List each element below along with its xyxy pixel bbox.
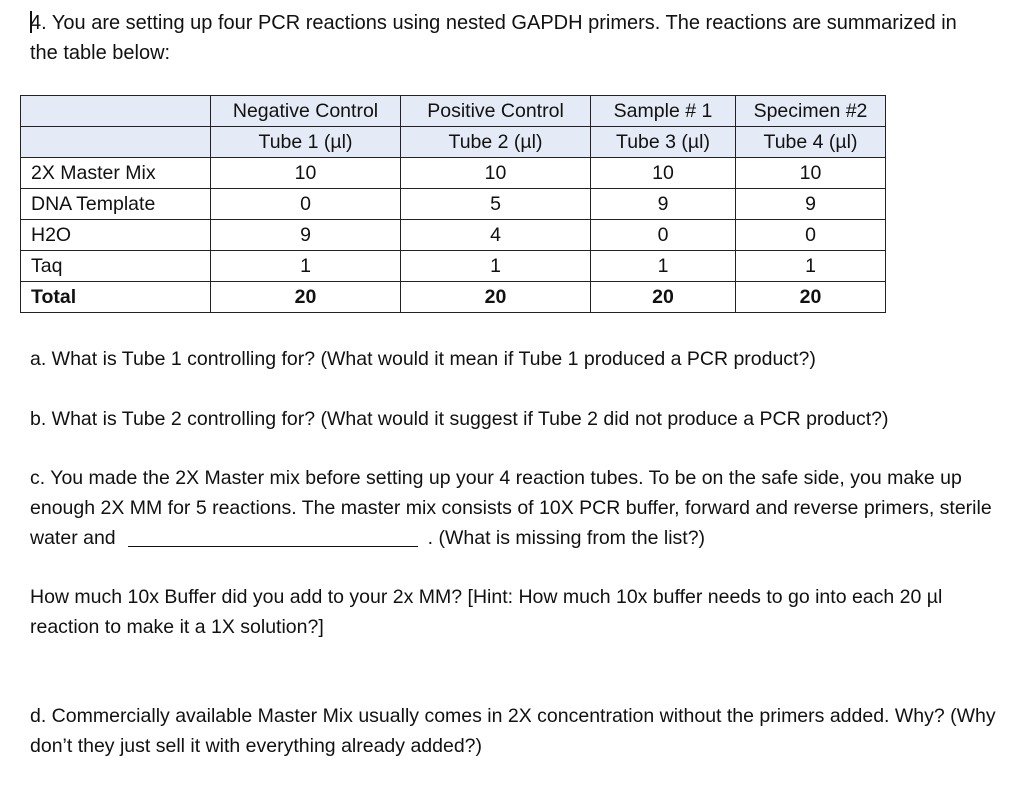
table-cell: 0	[211, 189, 401, 220]
row-label: DNA Template	[21, 189, 211, 220]
table-cell: 1	[591, 251, 736, 282]
table-total-row	[21, 282, 886, 313]
row-label: Total	[21, 282, 211, 313]
table-cell: 10	[591, 158, 736, 189]
table-header-row-1	[21, 96, 886, 127]
question-c	[30, 463, 1010, 553]
table-cell: 9	[591, 189, 736, 220]
question-d: d. Commercially available Master Mix usually comes in 2X concentration without the primers added. Why? (Why don’t they just sell it with everything already added?)	[30, 705, 996, 757]
row-label: H2O	[21, 220, 211, 251]
table-row	[21, 189, 886, 220]
column-subheader-tube-3: Tube 3 (µl)	[591, 127, 736, 158]
table-cell: 20	[211, 282, 401, 313]
table-cell: 20	[401, 282, 591, 313]
table-corner-cell	[21, 96, 211, 127]
row-label: Taq	[21, 251, 211, 282]
table-cell: 10	[401, 158, 591, 189]
table-cell: 0	[736, 220, 886, 251]
table-cell: 20	[591, 282, 736, 313]
table-cell: 0	[591, 220, 736, 251]
question-c-text: c. You made the 2X Master mix before setting up your 4 reaction tubes. To be on the safe side, you make up enough 2X MM for 5 reactions. The master mix consists of 10X PCR buffer, forward and reverse primers, sterile water and	[30, 467, 992, 549]
table-corner-cell	[21, 127, 211, 158]
answer-blank-line[interactable]	[128, 526, 418, 547]
table-cell: 9	[211, 220, 401, 251]
question-c-buffer: How much 10x Buffer did you add to your 2x MM? [Hint: How much 10x buffer needs to go into each 20 µl reaction to make it a 1X solution?]	[30, 586, 943, 638]
question-4-intro	[30, 8, 990, 68]
question-a: a. What is Tube 1 controlling for? (What would it mean if Tube 1 produced a PCR product?)	[30, 348, 816, 370]
table-cell: 9	[736, 189, 886, 220]
column-subheader-tube-1: Tube 1 (µl)	[211, 127, 401, 158]
table-cell: 20	[736, 282, 886, 313]
table-row	[21, 251, 886, 282]
table-cell: 1	[736, 251, 886, 282]
question-number: 4.	[30, 12, 47, 34]
table-row	[21, 220, 886, 251]
column-subheader-tube-4: Tube 4 (µl)	[736, 127, 886, 158]
table-cell: 4	[401, 220, 591, 251]
table-cell: 10	[211, 158, 401, 189]
column-header-sample-1: Sample # 1	[591, 96, 736, 127]
column-header-neg-control: Negative Control	[211, 96, 401, 127]
table-cell: 5	[401, 189, 591, 220]
column-subheader-tube-2: Tube 2 (µl)	[401, 127, 591, 158]
row-label: 2X Master Mix	[21, 158, 211, 189]
table-row	[21, 158, 886, 189]
table-cell: 10	[736, 158, 886, 189]
table-cell: 1	[401, 251, 591, 282]
question-c-tail: . (What is missing from the list?)	[427, 527, 706, 549]
pcr-reactions-table	[20, 95, 886, 313]
question-b: b. What is Tube 2 controlling for? (What would it suggest if Tube 2 did not produce a PCR product?)	[30, 408, 889, 430]
intro-text: You are setting up four PCR reactions using nested GAPDH primers. The reactions are summarized in the table below:	[30, 12, 957, 64]
column-header-pos-control: Positive Control	[401, 96, 591, 127]
table-cell: 1	[211, 251, 401, 282]
column-header-specimen-2: Specimen #2	[736, 96, 886, 127]
table-header-row-2	[21, 127, 886, 158]
